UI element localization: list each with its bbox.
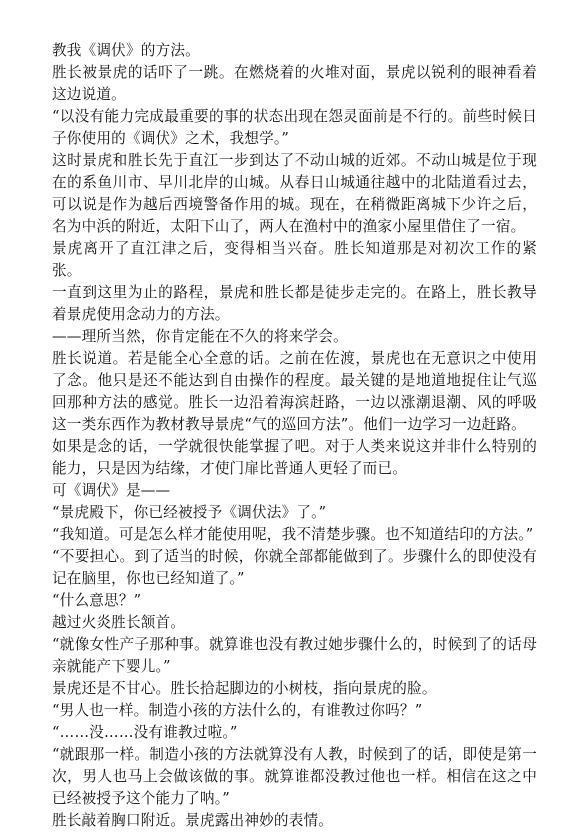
paragraph-15: 越过火炎胜长颔首。 [52, 614, 186, 631]
paragraph-21: 胜长敲着胸口附近。景虎露出神妙的表情。 [52, 812, 334, 829]
paragraph-20: “就跟那一样。制造小孩的方法就算没有人教，时候到了的话，即使是第一次，男人也马上会做该做的事。就算谁都没教过他也一样。相信在这之中已经被授予这个能力了呐。” [52, 746, 537, 807]
paragraph-10: 可《调伏》是—— [52, 482, 171, 499]
paragraph-12: “我知道。可是怎么样才能使用呢，我不清楚步骤。也不知道结印的方法。” [52, 526, 534, 543]
paragraph-09: 如果是念的话，一学就很快能掌握了吧。对于人类来说这并非什么特别的能力，只是因为结缘，才使门扉比普通人更轻了而已。 [52, 438, 537, 477]
paragraph-03: “以没有能力完成最重要的事的状态出现在怨灵面前是不行的。前些时候日子你使用的《调伏》之术，我想学。” [52, 108, 537, 147]
paragraph-18: “男人也一样。制造小孩的方法什么的，有谁教过你吗？” [52, 702, 423, 719]
paragraph-02: 胜长被景虎的话吓了一跳。在燃烧着的火堆对面，景虎以锐利的眼神看着这边说道。 [52, 64, 537, 103]
paragraph-06: 一直到这里为止的路程，景虎和胜长都是徒步走完的。在路上，胜长教导着景虎使用念动力的方法。 [52, 284, 537, 323]
paragraph-16: “就像女性产子那种事。就算谁也没有教过她步骤什么的，时候到了的话母亲就能产下婴儿。” [52, 636, 537, 675]
paragraph-17: 景虎还是不甘心。胜长拾起脚边的小树枝，指向景虎的脸。 [52, 680, 437, 697]
paragraph-07: ——理所当然，你肯定能在不久的将来学会。 [52, 328, 348, 345]
paragraph-04: 这时景虎和胜长先于直江一步到达了不动山城的近郊。不动山城是位于现在的系鱼川市、早川北岸的山城。从春日山城通往越中的北陆道看过去，可以说是作为越后西境警备作用的城。现在，在稍微距离城下少许之后，名为中浜的附近，太阳下山了，两人在渔村中的渔家小屋里借住了一宿。 [52, 152, 537, 235]
paragraph-19: “……没……没有谁教过啦。” [52, 724, 238, 741]
paragraph-11: “景虎殿下，你已经被授予《调伏法》了。” [52, 504, 327, 521]
paragraph-05: 景虎离开了直江津之后，变得相当兴奋。胜长知道那是对初次工作的紧张。 [52, 240, 537, 279]
paragraph-14: “什么意思？” [52, 592, 142, 609]
paragraph-13: “不要担心。到了适当的时候，你就全部都能做到了。步骤什么的即使没有记在脑里，你也已经知道了。” [52, 548, 537, 587]
paragraph-08: 胜长说道。若是能全心全意的话。之前在佐渡，景虎也在无意识之中使用了念。他只是还不能达到自由操作的程度。最关键的是地道地捉住让气巡回那种方法的感觉。胜长一边沿着海滨赶路，一边以涨潮退潮、风的呼吸这一类东西作为教材教导景虎“气的巡回方法”。他们一边学习一边赶路。 [52, 350, 537, 433]
paragraph-01: 教我《调伏》的方法。 [52, 42, 200, 59]
